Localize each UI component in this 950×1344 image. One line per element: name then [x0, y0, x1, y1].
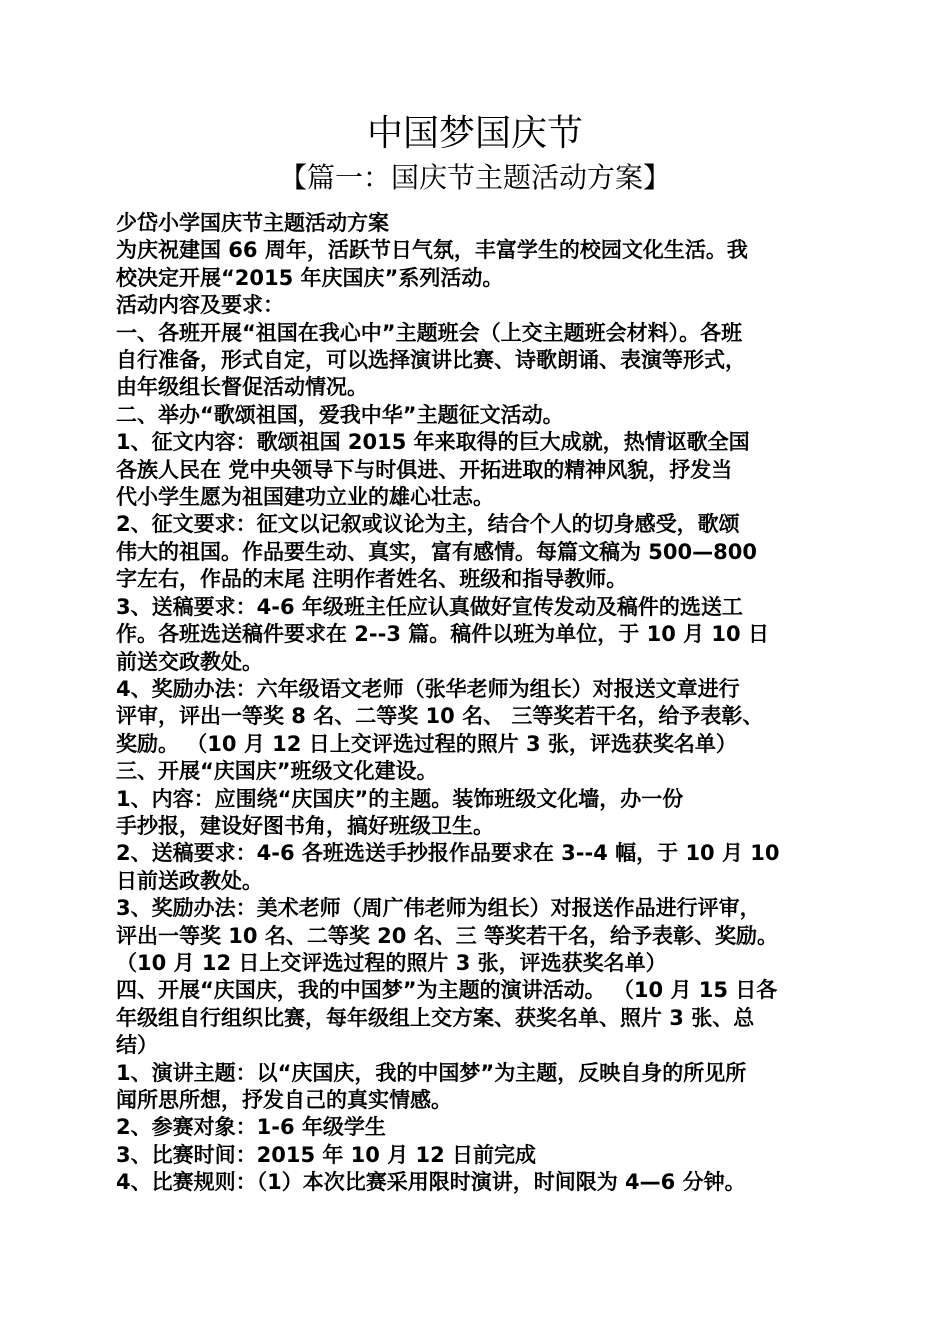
text-line: 为庆祝建国 66 周年，活跃节日气氛，丰富学生的校园文化生活。我 [116, 238, 748, 263]
text-line: 二、举办“歌颂祖国，爱我中华”主题征文活动。 [116, 402, 564, 427]
text-line: 由年级组长督促活动情况。 [116, 375, 368, 400]
text-line: 2、征文要求：征文以记叙或议论为主，结合个人的切身感受，歌颂 [116, 512, 740, 537]
text-line: 4、比赛规则：（1）本次比赛采用限时演讲，时间限为 4—6 分钟。 [116, 1170, 746, 1195]
document-subtitle: 【篇一：国庆节主题活动方案】 [278, 161, 671, 194]
text-line: 4、奖励办法：六年级语文老师（张华老师为组长）对报送文章进行 [116, 676, 740, 701]
text-line: 1、演讲主题：以“庆国庆，我的中国梦”为主题，反映自身的所见所 [116, 1060, 747, 1085]
text-line: 自行准备，形式自定，可以选择演讲比赛、诗歌朗诵、表演等形式， [116, 348, 746, 373]
text-line: 一、各班开展“祖国在我心中”主题班会（上交主题班会材料）。各班 [116, 320, 743, 345]
text-line: 3、比赛时间：2015 年 10 月 12 日前完成 [116, 1142, 537, 1167]
text-line: 作。各班选送稿件要求在 2--3 篇。稿件以班为单位，于 10 月 10 日 [116, 622, 769, 647]
text-line: 手抄报，建设好图书角，搞好班级卫生。 [116, 813, 494, 838]
text-line: 1、征文内容：歌颂祖国 2015 年来取得的巨大成就，热情讴歌全国 [116, 430, 750, 455]
text-line: 代小学生愿为祖国建功立业的雄心壮志。 [116, 485, 494, 510]
text-line: 1、内容：应围绕“庆国庆”的主题。装饰班级文化墙，办一份 [116, 786, 684, 811]
text-line: 评审，评出一等奖 8 名、二等奖 10 名、 三等奖若干名，给予表彰、 [116, 704, 764, 729]
text-line: 2、参赛对象：1-6 年级学生 [116, 1115, 386, 1140]
text-line: 评出一等奖 10 名、二等奖 20 名、三 等奖若干名，给予表彰、奖励。 [116, 923, 778, 948]
text-line: 闻所思所想，抒发自己的真实情感。 [116, 1088, 452, 1112]
text-line: 各族人民在 党中央领导下与时俱进、开拓进取的精神风貌，抒发当 [116, 457, 733, 482]
text-line: 活动内容及要求： [116, 293, 284, 318]
text-line: 2、送稿要求：4-6 各班选送手抄报作品要求在 3--4 幅，于 10 月 10 [116, 841, 780, 866]
document-title: 中国梦国庆节 [366, 113, 583, 154]
text-line: 三、开展“庆国庆”班级文化建设。 [116, 759, 438, 784]
text-line: 少岱小学国庆节主题活动方案 [116, 211, 389, 235]
text-line: 奖励。 （10 月 12 日上交评选过程的照片 3 张，评选获奖名单） [116, 731, 737, 756]
text-line: 校决定开展“2015 年庆国庆”系列活动。 [116, 265, 504, 290]
text-line: 年级组自行组织比赛，每年级组上交方案、获奖名单、照片 3 张、总 [116, 1005, 755, 1030]
document-body [116, 210, 836, 1197]
text-line: 前送交政教处。 [116, 649, 263, 674]
text-line: 日前送政教处。 [116, 868, 263, 893]
text-line: 3、送稿要求：4-6 年级班主任应认真做好宣传发动及稿件的选送工 [116, 594, 743, 619]
text-line: （10 月 12 日上交评选过程的照片 3 张，评选获奖名单） [116, 950, 667, 975]
text-line: 结） [116, 1033, 158, 1058]
text-line: 字左右，作品的末尾 注明作者姓名、班级和指导教师。 [116, 567, 628, 592]
text-line: 伟大的祖国。作品要生动、真实，富有感情。每篇文稿为 500—800 [116, 539, 757, 564]
text-line: 3、奖励办法：美术老师（周广伟老师为组长）对报送作品进行评审， [116, 896, 761, 921]
text-line: 四、开展“庆国庆，我的中国梦”为主题的演讲活动。 （10 月 15 日各 [116, 978, 778, 1003]
